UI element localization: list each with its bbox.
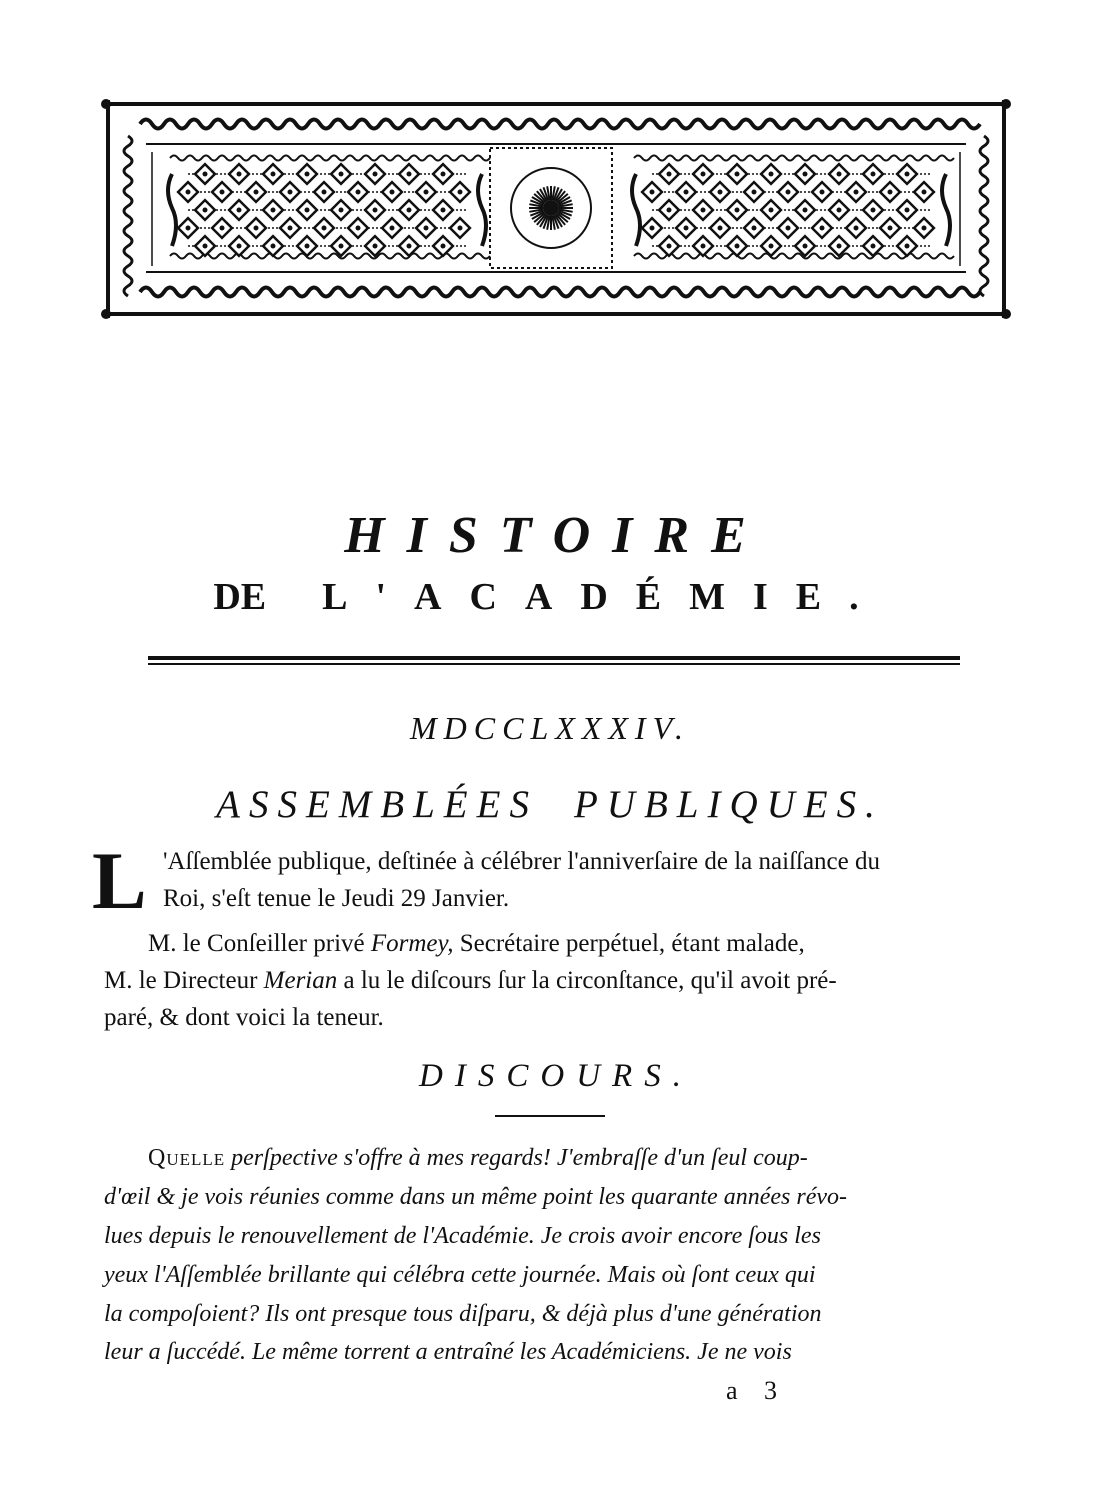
scroll-frieze	[980, 136, 988, 296]
discours-line: la compoſoient? Ils ont presque tous diſparu, & déjà plus d'une génération	[104, 1301, 822, 1327]
text: a lu le diſcours ſur la circonſtance, qu'il avoit pré-	[343, 967, 837, 994]
name-merian: Merian	[263, 967, 338, 994]
scroll-frieze	[140, 288, 980, 297]
paragraph-2-line-1	[148, 925, 805, 962]
text: M. le Directeur	[104, 967, 258, 994]
short-rule-divider	[495, 1115, 605, 1117]
text: Secrétaire perpétuel, étant malade,	[459, 930, 805, 957]
text: M. le Conſeiller privé	[148, 930, 365, 957]
discours-lead-word: Quelle	[148, 1145, 226, 1171]
name-formey: Formey,	[370, 930, 454, 957]
paragraph-2-line-2	[104, 962, 837, 999]
title-lacademie: L'ACADÉMIE.	[322, 576, 887, 618]
drop-cap: L	[92, 835, 147, 926]
section-word-2: PUBLIQUES.	[573, 783, 884, 826]
section-word-1: ASSEMBLÉES	[216, 783, 538, 826]
discours-text: perſpective s'offre à mes regards! J'embraſſe d'un ſeul coup-	[231, 1145, 808, 1171]
paragraph-1-line-1: 'Aſſemblée publique, deſtinée à célébrer l'anniverſaire de la naiſſance du	[163, 848, 881, 875]
double-rule-divider	[148, 656, 960, 666]
title-de: DE	[213, 576, 267, 618]
discours-line: d'œil & je vois réunies comme dans un même point les quarante années révo-	[104, 1184, 847, 1210]
discours-line: leur a ſuccédé. Le même torrent a entraîné les Académiciens. Je ne vois	[104, 1339, 792, 1365]
discours-line	[148, 1140, 1014, 1177]
year-heading: MDCCLXXXIV.	[410, 710, 690, 746]
discours-heading: DISCOURS.	[419, 1058, 693, 1094]
paragraph-1-line-2: Roi, s'eſt tenue le Jeudi 29 Janvier.	[163, 885, 510, 912]
paragraph-2-line-3: paré, & dont voici la teneur.	[104, 1004, 384, 1031]
section-heading	[0, 782, 1100, 827]
title-histoire: HISTOIRE	[344, 507, 768, 564]
discours-line: lues depuis le renouvellement de l'Académie. Je crois avoir encore ſous les	[104, 1223, 821, 1249]
page-signature: a 3	[726, 1376, 788, 1405]
decorative-headpiece-icon	[100, 96, 1012, 322]
discours-line: yeux l'Aſſemblée brillante qui célébra cette journée. Mais où ſont ceux qui	[104, 1262, 816, 1288]
scroll-frieze	[124, 136, 132, 296]
scroll-frieze	[140, 120, 980, 129]
title-academie	[0, 575, 1100, 619]
